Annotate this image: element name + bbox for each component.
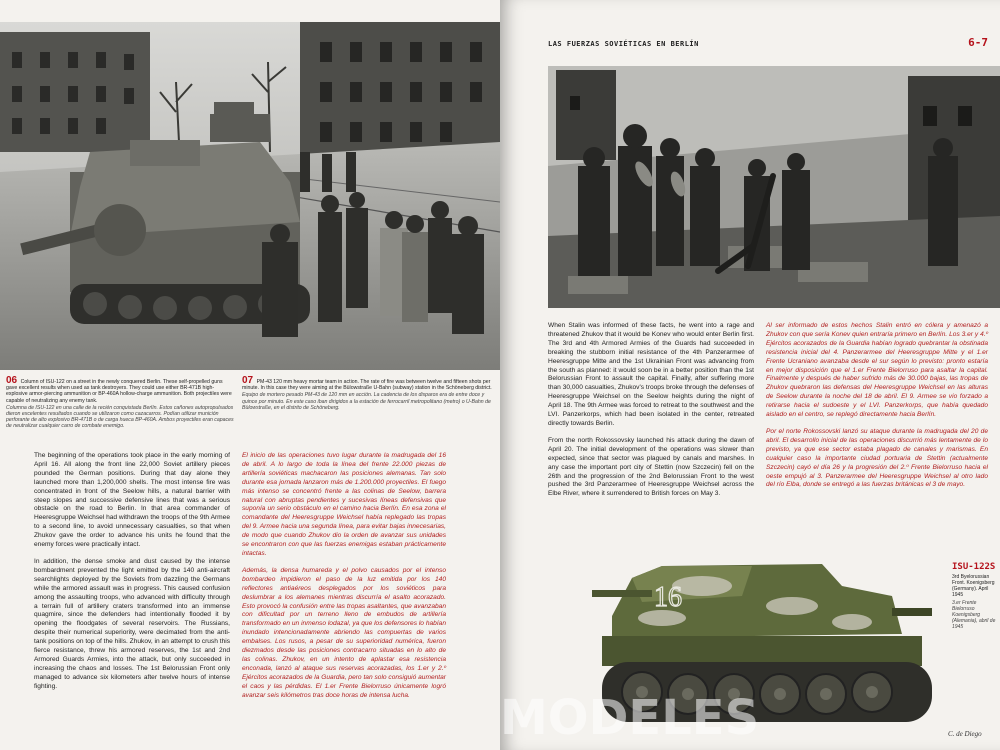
caption-number: 06 <box>6 375 18 386</box>
caption-text-en: Column of ISU-122 on a street in the newly conquered Berlin. These self-propelled guns gave excellent results when used as tank destroyers. They could use either BR-471B high-explosive armor-piercing ammunition or BP-460A hollow-charge ammunition. Both projectiles were capable of neutralizing any enemy tank. <box>6 379 232 404</box>
caption-text-es: Columna de ISU-122 en una calle de la recién conquistada Berlín. Estos cañones autopropulsados dieron excelentes resultados cuando se utilizaron como cazacarros. Podían utilizar munición perforante de alto explosivo BR-471B o de carga hueca BP-460A. Ambos proyectiles eran capaces de neutralizar cualquier carro de combate enemigo. <box>6 404 234 430</box>
profile-caption-en: 3rd Byelorussian Front. Koenigsberg (Germany). April 1945 <box>952 574 995 598</box>
paragraph: The beginning of the operations took place in the early morning of April 16. All along the front line 22,000 Soviet artillery pieces pounded the German positions. During that day alone they launched more than 1,200,000 shells. The most intense fire was concentrated in front of the Seelow hills, a natural barrier with steep slopes and successive defensive lines that was a serious obstacle on the road to Berlin. In that area commander of Heeresgruppe Weichsel had withdrawn the troops of the 9th Armee to a second line, to avoid unnecessary casualties, so that when Zhukov gave the order to advance his units he found that the enemy forces were practically intact. <box>34 452 230 549</box>
hull-number: 16 <box>654 582 682 613</box>
watermark-text: MODELES <box>500 690 760 746</box>
photo-isu122-column <box>0 22 500 370</box>
body-column-es-right <box>766 322 988 498</box>
paragraph: From the north Rokossovsky launched his attack during the dawn of April 20. The initial development of the operations was slower than expected, since that sector was plagued by canals and marshes. In any case the important port city of Stettin (now Szczecin) fell on the 26th and the progression of the 2nd Belorussian Front to the west pushed the 3rd Panzerarmee of Heeresgruppe Weichsel across the Elbe River, where it surrendered to British forces on May 3. <box>548 436 754 498</box>
caption-text-en: PM-43 120 mm heavy mortar team in action. The rate of fire was between twelve and fifteen shots per minute. In this case they were aiming at the Bülowstraße U-Bahn (subway) station in the Schöneberg district. <box>242 379 492 392</box>
caption-number: 07 <box>242 375 254 386</box>
caption-07 <box>242 375 492 411</box>
caption-text-es: Equipo de mortero pesado PM-43 de 120 mm en acción. La cadencia de los disparos era de entre doce y quince por minuto. En este caso iban dirigidos a la estación de ferrocarril metropolitano (metro) o U-Bahn de Bülowstraße, en el distrito de Schöneberg. <box>242 392 491 411</box>
page-number: 6-7 <box>968 36 988 49</box>
right-page <box>500 0 1000 750</box>
illustrator-credit: C. de Diego <box>948 730 982 738</box>
paragraph: When Stalin was informed of these facts, he went into a rage and threatened Zhukov that it would be Konev who would enter Berlin first. The 3rd and 4th Armored Armies of the Guards had succeeded in breaking the stubborn initial resistance of the 4th Panzerarmee of Heeresgruppe Mitte and the 1st Ukrainian Front was advancing from the south as planned: it would soon be in a better position than the 1st Belorussian Front to assault the capital. Finally, after suffering more than 30,000 casualties, Zhukov's troops broke through the defenses of Heeresgruppe Weichsel on the Seelow heights during the night of April 18. The 9th Armee was forced to retreat to the southwest and the LVI. Panzerkorps, which had been isolated in the center, retreated directly towards Berlin. <box>548 322 754 427</box>
paragraph: Al ser informado de estos hechos Stalin entró en cólera y amenazó a Zhukov con que sería Konev quien entraría primero en Berlín. Los 3.er y 4.º Ejércitos acorazados de la Guardia habían logrado quebrantar la obstinada resistencia inicial del 4. Panzerarmee del Heeresgruppe Mitte y el 1.er Frente Ucraniano avanzaba desde el sur según lo previsto: pronto estaría en mejor disposición que el 1.er Frente Bielorruso para asaltar la capital. Finalmente y después de haber sufrido más de 30.000 bajas, las tropas de Zhukov quebraron las defensas del Heeresgruppe Weichsel en las alturas de Seelow durante la noche del 18 de abril. El 9. Armee se vio forzado a retirarse hacia el sudoeste y el LVI. Panzerkorps, que había quedado aislado en el centro, se replegó directamente hacia Berlín. <box>766 322 988 419</box>
paragraph: Además, la densa humareda y el polvo causados por el intenso bombardeo impidieron el paso de la luz emitida por los 140 reflectores antiaéreos desplegados por los soviéticos para deslumbrar a los alemanes mientras discurría el asalto acorazado. Esto provocó la confusión entre las tropas asaltantes, que avanzaban con dificultad por un terreno lleno de embudos de artillería transformado en un inmenso lodazal, ya que los defensores lo habían inundado intencionadamente abriendo las compuertas de varios embalses. Los rusos, a pesar de su superioridad numérica, fueron diezmados desde las posiciones contracarro situadas en lo alto de las colinas. Zhukov, en un intento de aplastar esa resistencia enconada, lanzó al ataque sus reservas acorazadas, los 1.er y 2.º Ejércitos acorazados de la Guardia, pero tan solo consiguió aumentar el caos y las pérdidas. El 1.er Frente Bielorruso únicamente logró avanzar seis kilómetros tras doce horas de intensa lucha. <box>242 566 446 699</box>
body-column-en-left <box>34 452 230 700</box>
body-column-es-left <box>242 452 446 708</box>
profile-caption-es: 3.er Frente Bielorruso Koenigsberg (Alemania), abril de 1945 <box>952 600 996 630</box>
paragraph: In addition, the dense smoke and dust caused by the intense bombardment prevented the light emitted by the 140 anti-aircraft searchlights deployed by the Soviets from dazzling the Germans while the armored assault was in progress. This caused confusion among the assaulting troops, who advanced with difficulty through a terrain full of artillery craters transformed into an immense quagmire, since the defenders had intentionally flooded it by opening the floodgates of several reservoirs. The Russians, despite their numerical superiority, were decimated from the anti-tank positions on top of the hills. Zhukov, in an attempt to crush this fierce resistance, threw his armored reserves, the 1st and 2nd Armored Guards Armies, into the attack, but only succeeded in increasing the chaos and losses. The 1st Belorussian Front only managed to advance six kilometers after twelve hours of intense fighting. <box>34 557 230 690</box>
body-column-en-right <box>548 322 754 507</box>
paragraph: El inicio de las operaciones tuvo lugar durante la madrugada del 16 de abril. A lo largo de toda la línea del frente 22.000 piezas de artillería soviéticas machacaron las posiciones alemanas. Tan solo durante esa jornada lanzaron más de 1.200.000 proyectiles. El fuego más intenso se concentró frente a las colinas de Seelow, barrera natural con abruptas pendientes y sucesivas líneas defensivas que suponía un serio obstáculo en el camino hacia Berlín. En esa zona el comandante del Heeresgruppe Weichsel había replegado las tropas del 9. Armee hacia una segunda línea, para evitar bajas innecesarias, de modo que cuando Zhukov dio la orden de avanzar sus unidades se encontraron con que las fuerzas enemigas estaban prácticamente intactas. <box>242 452 446 557</box>
photo-mortar-team <box>548 66 1000 308</box>
running-head-right: LAS FUERZAS SOVIÉTICAS EN BERLÍN <box>548 40 699 48</box>
profile-title: ISU-122S <box>952 562 996 572</box>
caption-06 <box>6 375 234 430</box>
paragraph: Por el norte Rokossovski lanzó su ataque durante la madrugada del 20 de abril. El desarrollo inicial de las operaciones discurrió más lentamente de lo previsto, ya que ese sector estaba plagado de canales y marismas. En cualquier caso la importante ciudad portuaria de Stettin (actualmente Szczecin) cayó el día 26 y la progresión del 2.º Frente Bielorruso hacia el oeste empujó al 3. Panzerarmee del Heeresgruppe Weichsel al otro lado del río Elba, donde se entregó a las fuerzas británicas el 3 de mayo. <box>766 427 988 489</box>
